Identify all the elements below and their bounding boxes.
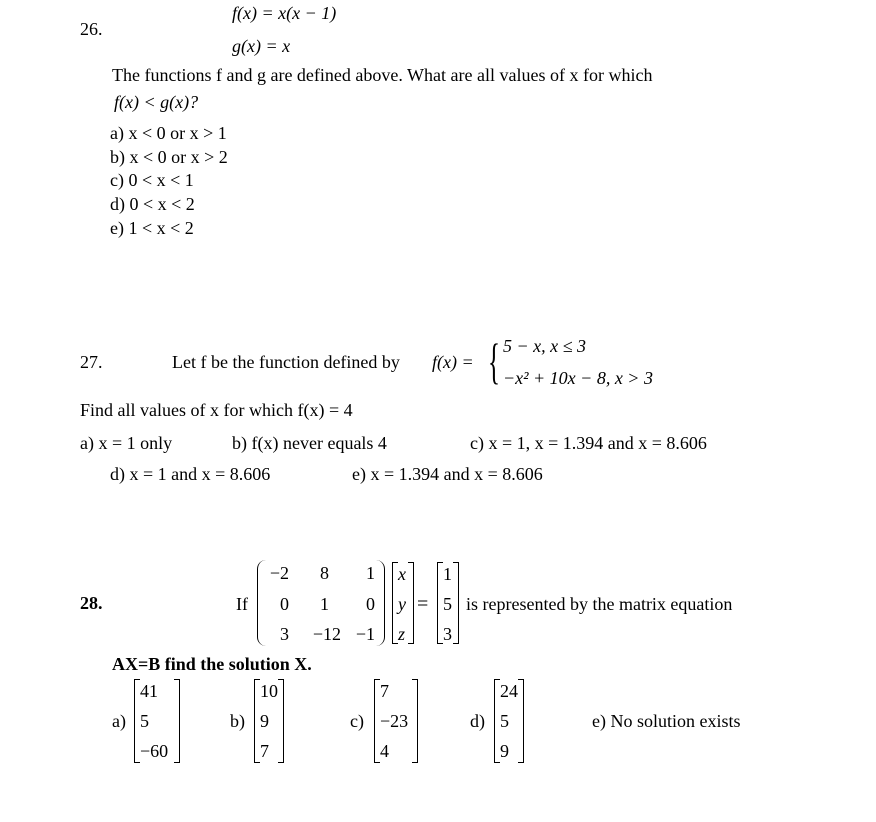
question-number-26: 26.: [80, 19, 103, 39]
q28-choice-d-matrix[interactable]: [494, 679, 524, 763]
question-26-inequality: f(x) < g(x)?: [114, 92, 199, 112]
matrix-a-cell: 0: [280, 594, 289, 614]
q26-choice-a[interactable]: a) x < 0 or x > 1: [110, 123, 227, 143]
choice-cell: 24: [500, 681, 518, 701]
matrix-a-cell: −1: [355, 624, 375, 644]
q27-choice-d[interactable]: d) x = 1 and x = 8.606: [110, 464, 271, 484]
question-27-lead: Let f be the function defined by: [172, 352, 400, 372]
question-number-27: 27.: [80, 352, 103, 372]
q26-choice-e[interactable]: e) 1 < x < 2: [110, 218, 194, 238]
q26-choice-b[interactable]: b) x < 0 or x > 2: [110, 147, 228, 167]
definition-g: g(x) = x: [232, 36, 291, 56]
choice-cell: 7: [260, 741, 269, 761]
choice-cell: 10: [260, 681, 278, 701]
question-27-text: Find all values of x for which f(x) = 4: [80, 400, 353, 420]
q27-choice-b[interactable]: b) f(x) never equals 4: [232, 433, 387, 453]
choice-cell: 9: [500, 741, 509, 761]
matrix-x-cell: z: [398, 624, 406, 644]
matrix-a-cell: 3: [280, 624, 289, 644]
choice-cell: 41: [140, 681, 158, 701]
q26-choice-d[interactable]: d) 0 < x < 2: [110, 194, 195, 214]
matrix-a-cell: 8: [320, 563, 329, 583]
definition-f: f(x) = x(x − 1): [232, 3, 337, 23]
q28-choice-c-matrix[interactable]: [374, 679, 418, 763]
question-27-fx: f(x) =: [432, 352, 474, 372]
matrix-equals: =: [417, 593, 429, 615]
matrix-x: [392, 562, 414, 644]
matrix-a-cell: −12: [312, 624, 341, 644]
matrix-b-cell: 3: [443, 624, 452, 644]
q27-choice-c[interactable]: c) x = 1, x = 1.394 and x = 8.606: [470, 433, 707, 453]
q27-choice-e[interactable]: e) x = 1.394 and x = 8.606: [352, 464, 543, 484]
q28-choice-d-label[interactable]: d): [470, 711, 485, 731]
q28-choice-c-label[interactable]: c): [350, 711, 364, 731]
q27-choice-a[interactable]: a) x = 1 only: [80, 433, 173, 453]
piecewise-case-1: 5 − x, x ≤ 3: [503, 336, 587, 356]
q28-choice-e[interactable]: e) No solution exists: [592, 711, 741, 731]
question-number-28: 28.: [80, 593, 103, 613]
matrix-a-cell: −2: [269, 563, 289, 583]
matrix-a: [257, 560, 385, 646]
matrix-x-cell: y: [398, 594, 406, 614]
choice-cell: 4: [380, 741, 389, 761]
matrix-b-cell: 5: [443, 594, 452, 614]
q28-choice-a-label[interactable]: a): [112, 711, 126, 731]
choice-cell: 5: [140, 711, 149, 731]
choice-cell: 7: [380, 681, 389, 701]
choice-cell: 9: [260, 711, 269, 731]
matrix-a-cell: 1: [320, 594, 329, 614]
q28-choice-a-matrix[interactable]: [134, 679, 180, 763]
matrix-b-cell: 1: [443, 564, 452, 584]
choice-cell: −60: [140, 741, 169, 761]
matrix-a-cell: 1: [366, 563, 375, 583]
q28-choice-b-matrix[interactable]: [254, 679, 284, 763]
question-28-text: [112, 654, 312, 674]
choice-cell: 5: [500, 711, 509, 731]
question-28-if: If: [236, 594, 248, 614]
matrix-a-cell: 0: [366, 594, 375, 614]
question-26-text: The functions f and g are defined above. What are all values of x for which: [112, 65, 653, 85]
q28-choice-b-label[interactable]: b): [230, 711, 245, 731]
q26-choice-c[interactable]: c) 0 < x < 1: [110, 170, 194, 190]
piecewise-brace: {: [488, 333, 500, 389]
question-28-text-value: AX=B find the solution X.: [112, 654, 312, 674]
question-28-tail: is represented by the matrix equation: [466, 594, 733, 614]
piecewise-case-2: −x² + 10x − 8, x > 3: [503, 368, 653, 388]
matrix-b: [437, 562, 459, 644]
matrix-x-cell: x: [398, 564, 406, 584]
choice-cell: −23: [380, 711, 409, 731]
